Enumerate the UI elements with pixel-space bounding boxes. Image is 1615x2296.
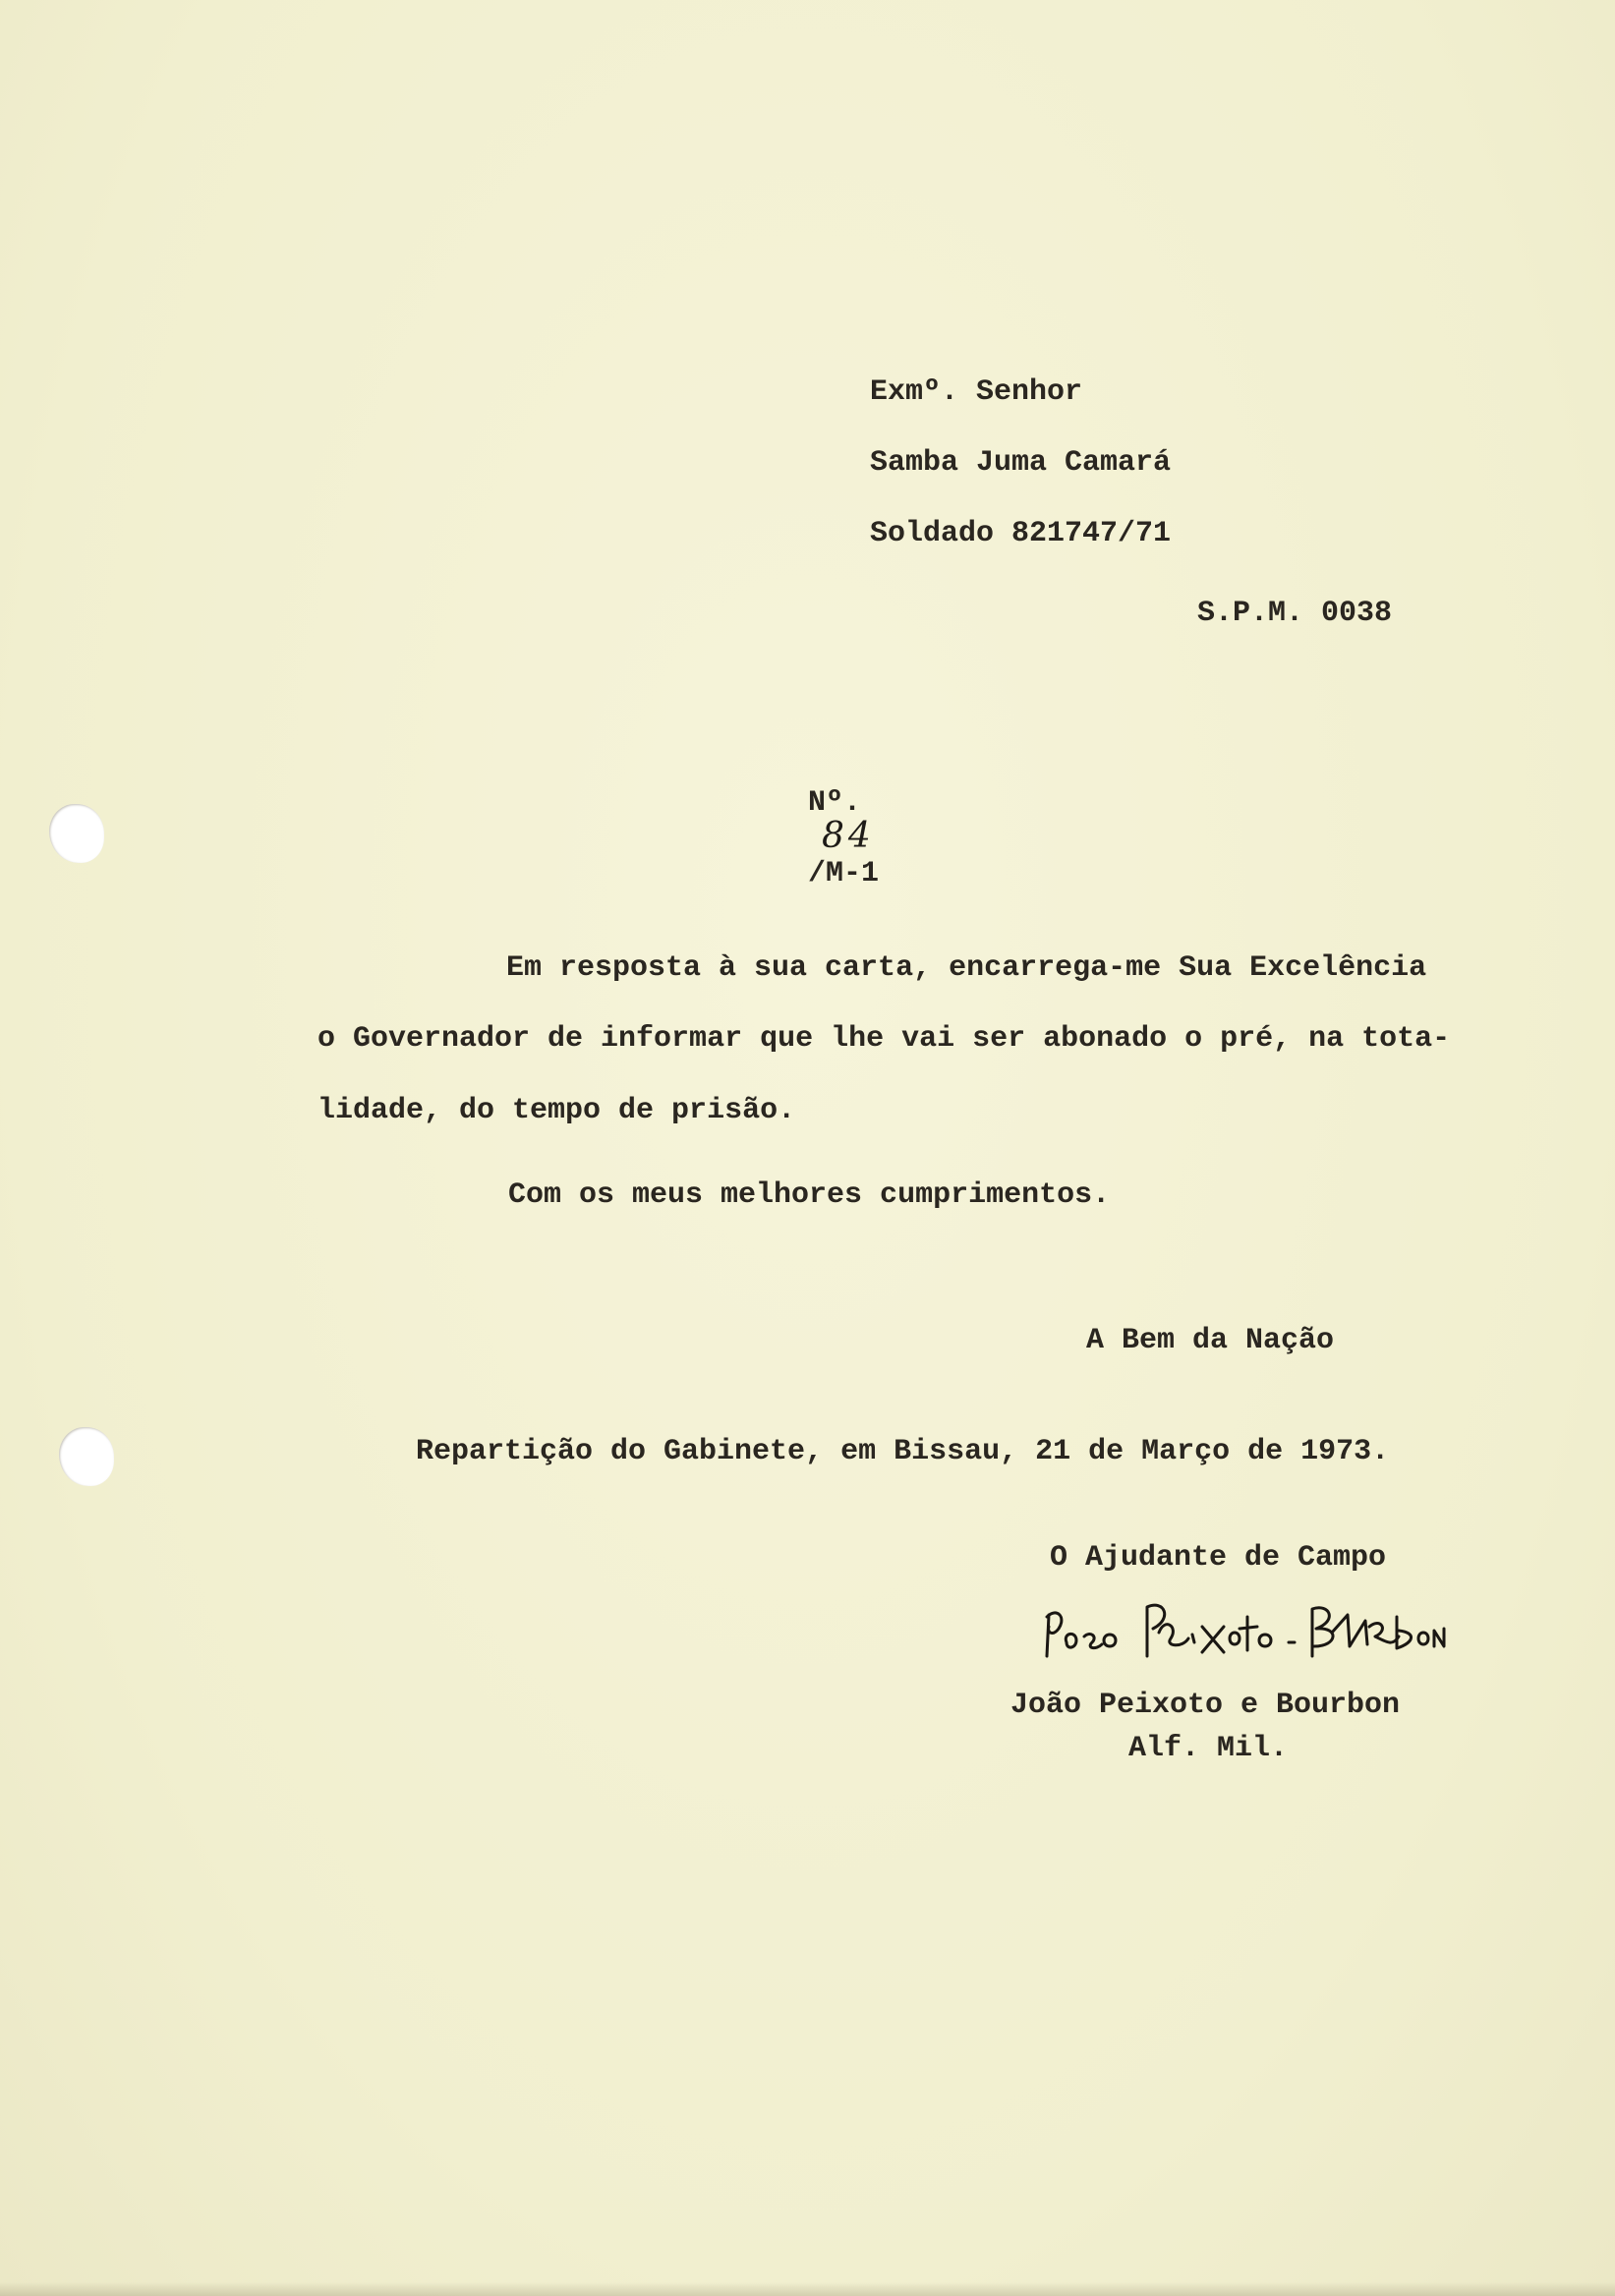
reference-prefix: Nº. xyxy=(808,786,862,820)
body-line-3: lidade, do tempo de prisão. xyxy=(317,1094,796,1127)
reference-handwritten-number: 84 xyxy=(822,816,875,856)
page-edge xyxy=(0,2282,1615,2296)
body-line-2: o Governador de informar que lhe vai ser abonado o pré, na tota- xyxy=(317,1022,1451,1056)
reference xyxy=(737,753,885,924)
recipient-rank-number: Soldado 821747/71 xyxy=(870,517,1172,550)
signatory-name: João Peixoto e Bourbon xyxy=(1010,1689,1401,1722)
body-line-1: Em resposta à sua carta, encarrega-me Sua Excelência xyxy=(506,951,1427,985)
body-closing: Com os meus melhores cumprimentos. xyxy=(508,1178,1111,1212)
reference-suffix: /M-1 xyxy=(808,857,880,890)
recipient-postal: S.P.M. 0038 xyxy=(1197,597,1393,630)
punch-hole-bottom xyxy=(59,1427,114,1486)
recipient-name: Samba Juma Camará xyxy=(870,446,1172,480)
signatory-role: O Ajudante de Campo xyxy=(1050,1541,1387,1575)
signatory-title: Alf. Mil. xyxy=(1128,1732,1289,1765)
handwritten-signature xyxy=(1037,1587,1450,1676)
punch-hole-top xyxy=(49,804,104,863)
place-date: Repartição do Gabinete, em Bissau, 21 de Março de 1973. xyxy=(416,1435,1390,1468)
recipient-salutation: Exmº. Senhor xyxy=(870,375,1083,409)
motto: A Bem da Nação xyxy=(1086,1324,1335,1357)
